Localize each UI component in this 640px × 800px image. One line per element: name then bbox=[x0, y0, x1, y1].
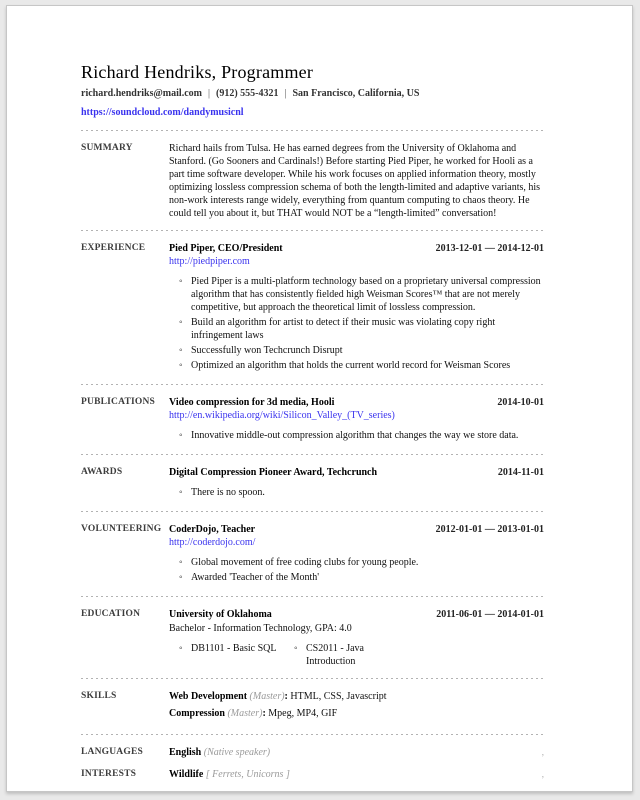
section-label-volunteering: VOLUNTEERING bbox=[81, 524, 162, 534]
section-label-skills: SKILLS bbox=[81, 691, 117, 701]
section-label-languages: LANGUAGES bbox=[81, 747, 143, 757]
page-title: Richard Hendriks, Programmer bbox=[81, 62, 314, 82]
section-awards bbox=[81, 466, 544, 501]
education-courses bbox=[179, 642, 544, 668]
experience-dates: 2013-12-01 — 2014-12-01 bbox=[435, 243, 544, 254]
section-label-summary: SUMMARY bbox=[81, 143, 133, 153]
volunteering-dates: 2012-01-01 — 2013-01-01 bbox=[435, 524, 544, 535]
section-divider bbox=[81, 454, 544, 455]
section-label-publications: PUBLICATIONS bbox=[81, 397, 156, 407]
skill-item bbox=[169, 690, 544, 703]
section-divider bbox=[81, 596, 544, 597]
skill-name: Compression bbox=[169, 708, 225, 719]
section-divider bbox=[81, 130, 544, 131]
publication-title: Video compression for 3d media, Hooli bbox=[169, 397, 335, 408]
experience-title: Pied Piper, CEO/President bbox=[169, 243, 283, 254]
contact-line bbox=[81, 88, 544, 99]
section-divider bbox=[81, 678, 544, 679]
contact-location: San Francisco, California, US bbox=[292, 88, 420, 99]
highlight-item: ◦ Successfully won Techcrunch Disrupt bbox=[179, 344, 544, 357]
skill-name: Web Development bbox=[169, 691, 248, 702]
skill-level: (Master) bbox=[227, 708, 263, 719]
award-highlights bbox=[179, 486, 544, 499]
experience-highlights bbox=[179, 275, 544, 372]
highlight-item: ◦ Global movement of free coding clubs for young people. bbox=[179, 556, 544, 569]
highlight-item: ◦ Awarded 'Teacher of the Month' bbox=[179, 571, 544, 584]
volunteering-highlights bbox=[179, 556, 544, 584]
pipe-separator: | bbox=[207, 88, 210, 99]
language-level: (Native speaker) bbox=[203, 747, 271, 758]
highlight-item: ◦ Build an algorithm for artist to detect if their music was violating copy right infringement laws bbox=[179, 316, 544, 342]
language-entry bbox=[169, 746, 270, 759]
experience-url-link[interactable]: http://piedpiper.com bbox=[169, 256, 250, 267]
highlight-item: ◦ Pied Piper is a multi-platform technology based on a proprietary universal compression algorithm that has consistently fielded high Weisman Scores™ that are not merely competitive, but approach the theoretical limit of lossless compression. bbox=[179, 275, 544, 314]
contact-email: richard.hendriks@mail.com bbox=[81, 88, 202, 99]
interest-keywords: [ Ferrets, Unicorns ] bbox=[205, 769, 290, 780]
award-title: Digital Compression Pioneer Award, Techcrunch bbox=[169, 467, 378, 478]
section-label-interests: INTERESTS bbox=[81, 769, 137, 779]
section-divider bbox=[81, 511, 544, 512]
section-label-education: EDUCATION bbox=[81, 609, 141, 619]
trailing-comma: , bbox=[541, 747, 544, 757]
skill-keywords: HTML, CSS, Javascript bbox=[287, 691, 387, 702]
pipe-separator: | bbox=[284, 88, 287, 99]
section-publications bbox=[81, 396, 544, 444]
section-interests bbox=[81, 768, 544, 781]
section-label-experience: EXPERIENCE bbox=[81, 243, 146, 253]
skill-item bbox=[169, 707, 544, 720]
education-title: University of Oklahoma bbox=[169, 609, 272, 620]
section-summary bbox=[81, 142, 544, 220]
section-skills bbox=[81, 690, 544, 724]
website-link[interactable]: https://soundcloud.com/dandymusicnl bbox=[81, 107, 244, 118]
publication-url-link[interactable]: http://en.wikipedia.org/wiki/Silicon_Valley_(TV_series) bbox=[169, 410, 395, 421]
education-dates: 2011-06-01 — 2014-01-01 bbox=[436, 609, 544, 620]
section-languages bbox=[81, 746, 544, 759]
summary-text: Richard hails from Tulsa. He has earned degrees from the University of Oklahoma and Stanford. (Go Sooners and Cardinals!) Before starting Pied Piper, he worked for Hooli as a part time software developer. While his work focuses on applied information theory, mostly optimizing lossless compression schema of both the length-limited and adaptive variants, his non-work interests range widely, everything from quantum computing to chaos theory. He could tell you about it, but THAT would NOT be a “length-limited” conversation! bbox=[169, 143, 541, 219]
course-item: ◦ CS2011 - Java Introduction bbox=[294, 642, 407, 668]
section-divider bbox=[81, 734, 544, 735]
education-degree: Bachelor - Information Technology, GPA: 4.0 bbox=[169, 623, 352, 634]
highlight-item: ◦ There is no spoon. bbox=[179, 486, 544, 499]
section-label-awards: AWARDS bbox=[81, 467, 123, 477]
resume-page bbox=[6, 5, 633, 792]
interest-name: Wildlife bbox=[169, 769, 204, 780]
highlight-item: ◦ Innovative middle-out compression algorithm that changes the way we store data. bbox=[179, 429, 544, 442]
highlight-item: ◦ Optimized an algorithm that holds the current world record for Weisman Scores bbox=[179, 359, 544, 372]
publication-dates: 2014-10-01 bbox=[497, 397, 544, 408]
skill-colon: : bbox=[262, 708, 266, 719]
section-experience bbox=[81, 242, 544, 374]
skill-level: (Master) bbox=[249, 691, 285, 702]
volunteering-title: CoderDojo, Teacher bbox=[169, 524, 256, 535]
trailing-comma: , bbox=[541, 769, 544, 779]
course-item: ◦ DB1101 - Basic SQL bbox=[179, 642, 292, 668]
section-education bbox=[81, 608, 544, 668]
skill-keywords: Mpeg, MP4, GIF bbox=[265, 708, 338, 719]
skill-colon: : bbox=[284, 691, 288, 702]
interest-entry bbox=[169, 768, 290, 781]
language-name: English bbox=[169, 747, 202, 758]
volunteering-url-link[interactable]: http://coderdojo.com/ bbox=[169, 537, 256, 548]
section-divider bbox=[81, 230, 544, 231]
contact-phone: (912) 555-4321 bbox=[215, 88, 279, 99]
section-divider bbox=[81, 384, 544, 385]
section-volunteering bbox=[81, 523, 544, 586]
publication-highlights bbox=[179, 429, 544, 442]
award-dates: 2014-11-01 bbox=[497, 467, 544, 478]
